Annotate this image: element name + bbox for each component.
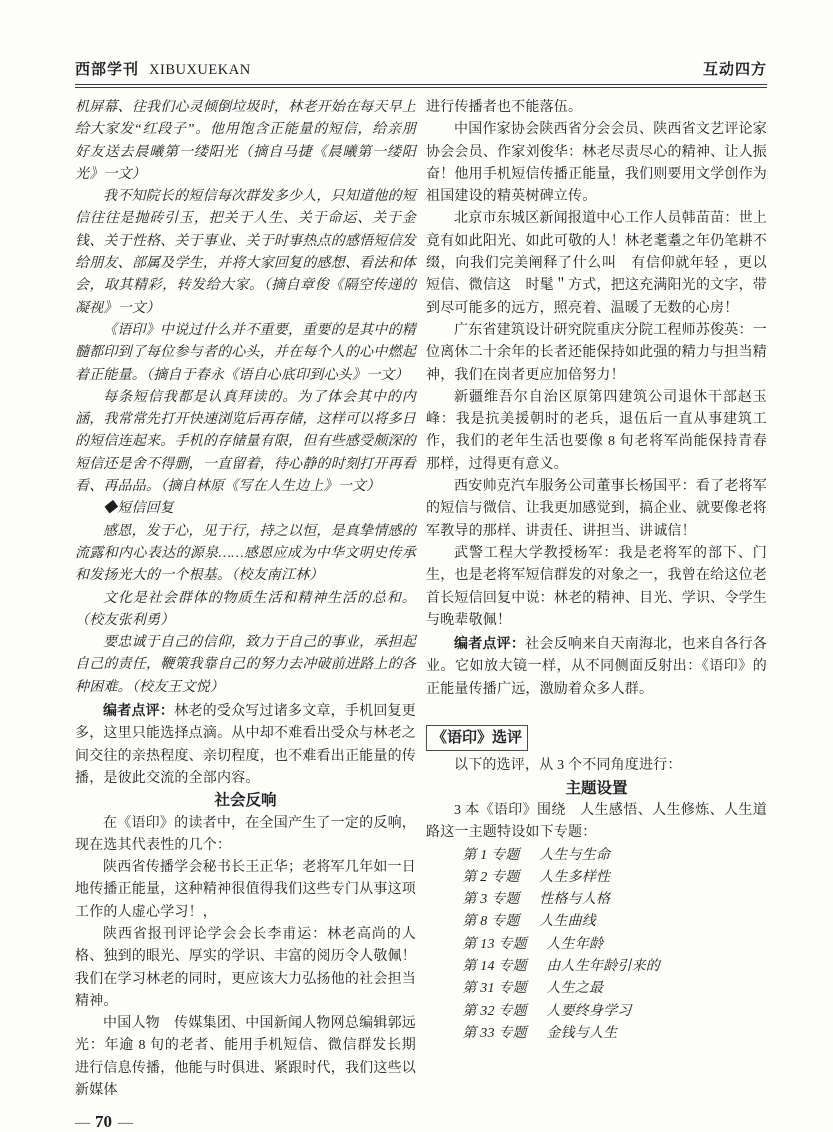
right-column [426, 97, 767, 1102]
body-paragraph: 在《语印》的读者中，在全国产生了一定的反响，现在选其代表性的几个： [75, 815, 416, 853]
excerpt-paragraph: 我不知院长的短信每次群发多少人，只知道他的短信往往是抛砖引玉，把关于人生、关于命运、关于金钱、关于性格、关于事业、关于时事热点的感悟短信发给朋友、部属及学生，并将大家回复的感想、看法和体会，取其精彩，转发给大家。（摘自章俊《隔空传递的凝视》一文） [75, 189, 416, 316]
topic-title: 性格与人格 [539, 892, 611, 908]
topic-list-item [426, 867, 767, 889]
topic-label: 第 14 专题 [462, 958, 527, 974]
left-column [75, 97, 416, 1102]
body-paragraph: 广东省建筑设计研究院重庆分院工程师苏俊英：一位离休二十余年的长者还能保持如此强的精力与担当精神，我们在岗者更应加倍努力！ [426, 322, 767, 383]
body-paragraph: 新疆维吾尔自治区原第四建筑公司退休干部赵玉峰：我是抗美援朝时的老兵，退伍后一直从事建筑工作，我们的老年生活也要像 8 旬老将军尚能保持青春那样，过得更有意义。 [426, 389, 767, 472]
body-paragraph: 进行传播者也不能落伍。 [426, 100, 583, 115]
topic-label: 第 8 专题 [462, 914, 520, 930]
body-paragraph: 陕西省报刊评论学会会长李甫运：林老高尚的人格、独到的眼光、厚实的学识、丰富的阅历令人敬佩！我们在学习林老的同时，更应该大力弘扬他的社会担当精神。 [75, 926, 416, 1009]
page-header [75, 58, 767, 88]
topic-title: 人生多样性 [539, 869, 611, 885]
body-paragraph: 3 本《语印》围绕 人生感悟、人生修炼、人生道路这一主题特设如下专题： [426, 802, 767, 841]
editor-note-lead: 编者点评： [103, 702, 175, 719]
topic-label: 第 13 专题 [462, 936, 527, 952]
topic-title: 金钱与人生 [546, 1025, 618, 1041]
body-paragraph: 北京市东城区新闻报道中心工作人员韩苗苗：世上竟有如此阳光、如此可敬的人！林老耄耋之年仍笔耕不缀，向我们完美阐释了什么叫 有信仰就年轻 ，更以短信、微信这 时髦＂方式，把这充满阳光的文字，带到尽可能多的远方，照亮着、温暖了无数的心房！ [426, 211, 767, 316]
body-paragraph: 以下的选评，从 3 个不同角度进行： [454, 758, 682, 774]
topic-label: 第 31 专题 [462, 981, 527, 997]
body-paragraph: 西安帅克汽车服务公司董事长杨国平：看了老将军的短信与微信、让我更加感觉到，搞企业、就要像老将军教导的那样、讲责任、讲担当、讲诚信！ [426, 479, 767, 539]
page-footer [75, 1112, 767, 1132]
footer-dash-right: — [118, 1115, 132, 1132]
boxed-section-heading: 《语印》选评 [426, 725, 528, 751]
topic-list-item [426, 1001, 767, 1023]
section-heading: 主题设置 [565, 779, 628, 797]
topic-label: 第 33 专题 [462, 1025, 527, 1041]
topic-list-item [426, 889, 767, 911]
topic-title: 人生曲线 [539, 914, 596, 930]
excerpt-paragraph: 文化是社会群体的物质生活和精神生活的总和。（校友张利勇） [75, 590, 416, 628]
body-paragraph: 中国人物 传媒集团、中国新闻人物网总编辑郭远光：年逾 8 旬的老者、能用手机短信、微信群发长期进行信息传播，他能与时俱进、紧跟时代，我们这些以新媒体 [75, 1016, 416, 1099]
body-paragraph: 中国作家协会陕西省分会会员、陕西省文艺评论家协会会员、作家刘俊华：林老尽责尽心的精神、让人振奋！他用手机短信传播正能量，我们则要用文学创作为祖国建设的精英树碑立传。 [426, 122, 767, 205]
excerpt-paragraph: 机屏幕、往我们心灵倾倒垃圾时，林老开始在每天早上给大家发“红段子”。他用饱含正能量的短信，给亲朋好友送去晨曦第一缕阳光（摘自马捷《晨曦第一缕阳光》一文） [75, 100, 416, 182]
topic-label: 第 1 专题 [462, 847, 520, 863]
excerpt-paragraph: 每条短信我都是认真拜读的。为了体会其中的内涵，我常常先打开快速浏览后再存储，这样可以将多日的短信连起来。手机的存储量有限，但有些感受颇深的短信还是舍不得删，一直留着，待心静的时刻打开再看看、再品品。（摘自林原《写在人生边上》一文） [75, 389, 416, 495]
topic-list-item [426, 911, 767, 933]
topic-title: 人生年龄 [546, 936, 604, 952]
journal-name-en: XIBUXUEKAN [149, 62, 251, 78]
topic-label: 第 32 专题 [462, 1003, 527, 1019]
excerpt-paragraph: ◆短信回复 [103, 501, 174, 517]
body-paragraph: 编者点评：社会反响来自天南海北，也来自各行各业。它如放大镜一样，从不同侧面反射出：《语印》的正能量传播广远，激励着众多人群。 [426, 635, 768, 697]
two-column-body [75, 97, 767, 1102]
journal-name-cn: 西部学刊 [75, 61, 140, 78]
editor-note-lead: 编者点评： [454, 635, 526, 652]
excerpt-paragraph: 感恩，发于心，见于行，持之以恒，是真挚情感的流露和内心表达的源泉……感恩应成为中华文明史传承和发扬光大的一个根基。（校友南江林） [75, 523, 416, 584]
body-paragraph: 武警工程大学教授杨军：我是老将军的部下、门生，也是老将军短信群发的对象之一，我曾在给这位老首长短信回复中说：林老的精神、目光、学识、令学生与晚辈敬佩！ [426, 545, 767, 628]
topic-label: 第 3 专题 [462, 892, 520, 908]
footer-dash-left: — [75, 1115, 89, 1132]
topic-title: 人要终身学习 [546, 1003, 632, 1019]
body-paragraph: 陕西省传播学会秘书长王正华；老将军几年如一日地传播正能量，这种精神很值得我们这些专门从事这项工作的人虚心学习！， [75, 860, 416, 920]
topic-list-item [426, 978, 767, 1000]
topic-label: 第 2 专题 [462, 869, 520, 885]
topic-list-item [426, 956, 767, 978]
topic-list-item [426, 934, 767, 956]
topic-title: 由人生年龄引来的 [546, 958, 660, 974]
journal-title [75, 58, 251, 79]
section-label: 互动四方 [702, 61, 767, 78]
topic-title: 人生与生命 [539, 847, 611, 863]
excerpt-paragraph: 《语印》中说过什么并不重要，重要的是其中的精髓都印到了每位参与者的心头，并在每个人的心中燃起着正能量。（摘自于春永《语自心底印到心头》一文） [75, 322, 416, 383]
section-heading: 社会反响 [214, 792, 277, 810]
body-paragraph: 编者点评：林老的受众写过诸多文章，手机回复更多，这里只能选择点滴。从中却不难看出受众与林老之间交往的亲热程度、亲切程度，也不难看出正能量的传播，是彼此交流的全部内容。 [75, 702, 417, 786]
topic-list-item [426, 1023, 767, 1045]
boxed-heading-wrap [426, 725, 767, 751]
topic-list-item [426, 845, 767, 867]
page-number: 70 [95, 1112, 112, 1132]
excerpt-paragraph: 要忠诚于自己的信仰，致力于自己的事业，承担起自己的责任，鞭策我靠自己的努力去冲破前进路上的各种困难。（校友王文悦） [75, 635, 416, 695]
topic-title: 人生之最 [546, 981, 604, 997]
